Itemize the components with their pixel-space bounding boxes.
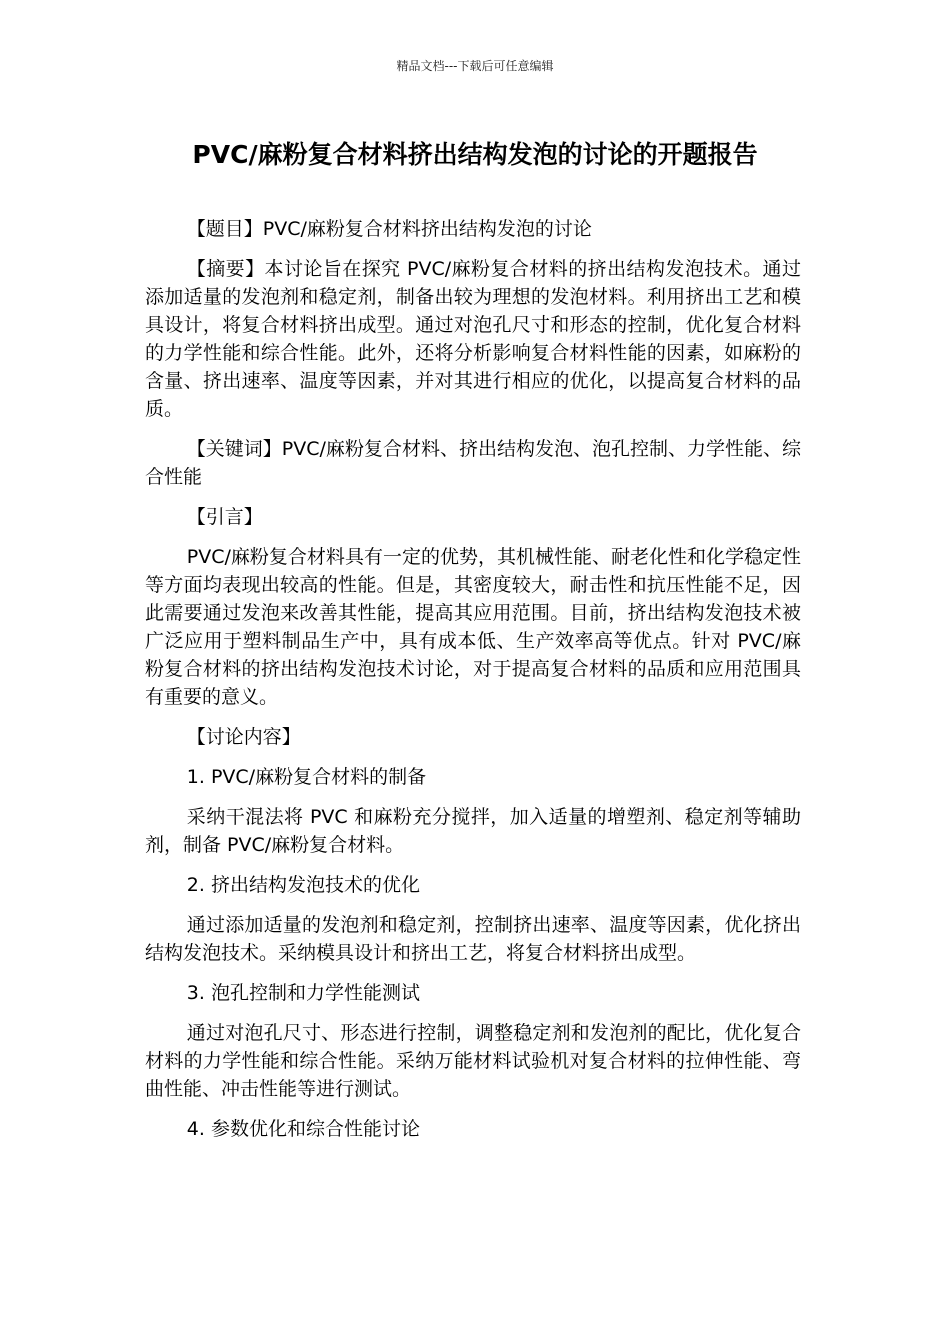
section-1-paragraph: 采纳干混法将 PVC 和麻粉充分搅拌，加入适量的增塑剂、稳定剂等辅助剂，制备 PVC/麻粉复合材料。 bbox=[145, 806, 801, 856]
introduction-heading: 【引言】 bbox=[186, 506, 263, 528]
section-4-heading: 4. 参数优化和综合性能讨论 bbox=[186, 1118, 420, 1140]
topic-paragraph: 【题目】PVC/麻粉复合材料挤出结构发泡的讨论 bbox=[186, 218, 592, 240]
section-3-paragraph: 通过对泡孔尺寸、形态进行控制，调整稳定剂和发泡剂的配比，优化复合材料的力学性能和综合性能。采纳万能材料试验机对复合材料的拉伸性能、弯曲性能、冲击性能等进行测试。 bbox=[145, 1022, 801, 1100]
document-body bbox=[145, 215, 801, 1155]
introduction-paragraph: PVC/麻粉复合材料具有一定的优势，其机械性能、耐老化性和化学稳定性等方面均表现出较高的性能。但是，其密度较大，耐击性和抗压性能不足，因此需要通过发泡来改善其性能，提高其应用范围。目前，挤出结构发泡技术被广泛应用于塑料制品生产中，具有成本低、生产效率高等优点。针对 PVC/麻粉复合材料的挤出结构发泡技术讨论，对于提高复合材料的品质和应用范围具有重要的意义。 bbox=[145, 546, 801, 708]
content-heading: 【讨论内容】 bbox=[186, 726, 301, 748]
section-2-paragraph: 通过添加适量的发泡剂和稳定剂，控制挤出速率、温度等因素，优化挤出结构发泡技术。采纳模具设计和挤出工艺，将复合材料挤出成型。 bbox=[145, 914, 801, 964]
page-header: 精品文档---下载后可任意编辑 bbox=[396, 59, 554, 73]
section-3-heading: 3. 泡孔控制和力学性能测试 bbox=[186, 982, 420, 1004]
document-title: PVC/麻粉复合材料挤出结构发泡的讨论的开题报告 bbox=[192, 140, 758, 169]
section-2-heading: 2. 挤出结构发泡技术的优化 bbox=[186, 874, 420, 896]
keywords-paragraph: 【关键词】PVC/麻粉复合材料、挤出结构发泡、泡孔控制、力学性能、综合性能 bbox=[145, 438, 801, 488]
abstract-paragraph: 【摘要】本讨论旨在探究 PVC/麻粉复合材料的挤出结构发泡技术。通过添加适量的发泡剂和稳定剂，制备出较为理想的发泡材料。利用挤出工艺和模具设计，将复合材料挤出成型。通过对泡孔尺寸和形态的控制，优化复合材料的力学性能和综合性能。此外，还将分析影响复合材料性能的因素，如麻粉的含量、挤出速率、温度等因素，并对其进行相应的优化，以提高复合材料的品质。 bbox=[145, 258, 801, 420]
section-1-heading: 1. PVC/麻粉复合材料的制备 bbox=[186, 766, 427, 788]
